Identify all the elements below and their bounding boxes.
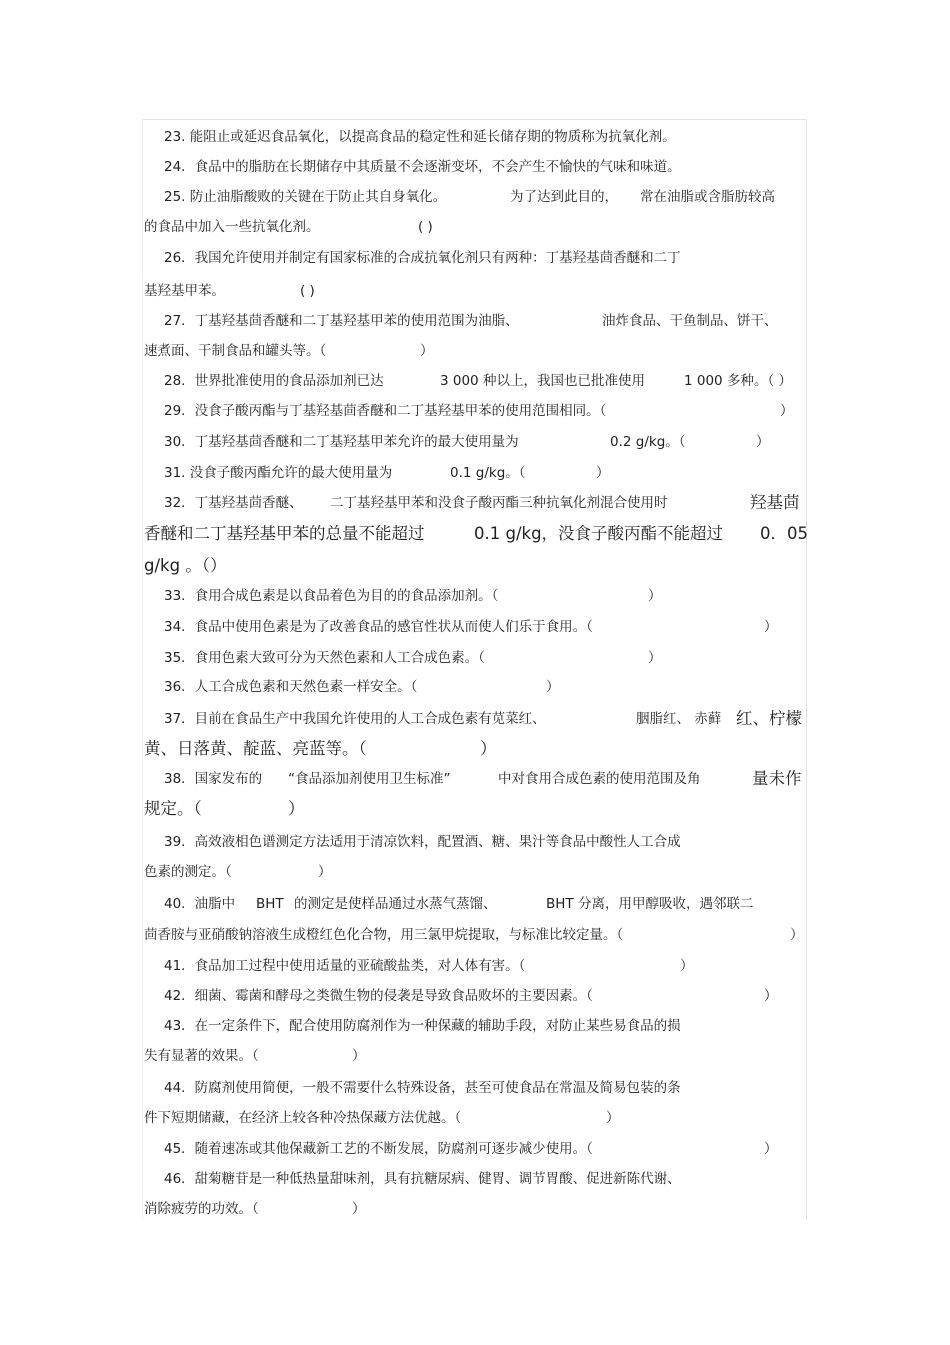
question-text: 1 000 多种。（ ） xyxy=(684,373,792,389)
question-text: 23. 能阻止或延迟食品氧化，以提高食品的稳定性和延长储存期的物质称为抗氧化剂。 xyxy=(164,129,676,145)
question-44 xyxy=(144,1079,808,1097)
question-text: 基羟基甲苯。 xyxy=(144,283,225,299)
question-text: 44．防腐剂使用简便，一般不需要什么特殊设备，甚至可使食品在常温及简易包装的条 xyxy=(164,1080,681,1096)
question-23 xyxy=(144,128,808,146)
question-text: 26．我国允许使用并制定有国家标准的合成抗氧化剂只有两种：丁基羟基茴香醚和二丁 xyxy=(164,250,681,266)
answer-blank: ( ) xyxy=(418,219,433,235)
question-text: 45．随着速冻或其他保藏新工艺的不断发展，防腐剂可逐步减少使用。（ xyxy=(164,1141,593,1157)
answer-blank-close: ） xyxy=(480,739,497,758)
question-text: 41．食品加工过程中使用适量的亚硫酸盐类，对人体有害。（ xyxy=(164,958,526,974)
question-text: 46．甜菊糖苷是一种低热量甜味剂，具有抗糖尿病、健胃、调节胃酸、促进新陈代谢、 xyxy=(164,1171,681,1187)
question-text: 0.2 g/kg。（ xyxy=(610,434,686,450)
question-text: 39．高效液相色谱测定方法适用于清凉饮料，配置酒、糖、果汁等食品中酸性人工合成 xyxy=(164,834,681,850)
question-text: 33．食用合成色素是以食品着色为目的的食品添加剂。（ xyxy=(164,588,499,604)
question-46 xyxy=(144,1170,808,1188)
question-text: “食品添加剂使用卫生标准” xyxy=(288,771,451,787)
question-text: 胭脂红、 赤藓 xyxy=(636,711,722,727)
answer-blank-close: ） xyxy=(648,650,662,666)
answer-blank-close: ） xyxy=(352,1048,366,1064)
question-text: 0.1 g/kg，没食子酸丙酯不能超过 xyxy=(474,524,724,543)
answer-blank-close: ） xyxy=(764,988,778,1004)
question-text: 量未作 xyxy=(752,769,802,788)
question-text: 43．在一定条件下，配合使用防腐剂作为一种保藏的辅助手段，对防止某些易食品的损 xyxy=(164,1018,681,1034)
question-text: 40．油脂中 xyxy=(164,896,236,912)
question-text: 香醚和二丁基羟基甲苯的总量不能超过 xyxy=(144,524,425,543)
question-text: 34．食品中使用色素是为了改善食品的感官性状从而使人们乐于食用。（ xyxy=(164,619,593,635)
question-text: 的测定是使样品通过水蒸气蒸馏、 xyxy=(294,896,497,912)
question-text: 25. 防止油脂酸败的关键在于防止其自身氧化。 xyxy=(164,189,447,205)
question-text: 中对食用合成色素的使用范围及角 xyxy=(498,771,701,787)
question-text: 29．没食子酸丙酯与丁基羟基茴香醚和二丁基羟基甲苯的使用范围相同。（ xyxy=(164,403,607,419)
question-text: 常在油脂或含脂肪较高 xyxy=(640,189,775,205)
question-text: 油炸食品、干鱼制品、饼干、 xyxy=(602,313,778,329)
question-text: 37．目前在食品生产中我国允许使用的人工合成色素有苋菜红、 xyxy=(164,711,546,727)
question-39 xyxy=(144,833,808,851)
question-text: 色素的测定。（ xyxy=(144,864,232,880)
question-text: 3 000 种以上，我国也已批准使用 xyxy=(440,373,645,389)
answer-blank-close: ） xyxy=(288,799,305,818)
question-text: 36．人工合成色素和天然色素一样安全。（ xyxy=(164,679,418,695)
answer-blank-close: ） xyxy=(648,588,662,604)
question-text: 0.1 g/kg。（ xyxy=(450,465,526,481)
answer-blank-close: ） xyxy=(596,465,610,481)
answer-blank: ( ) xyxy=(300,283,315,299)
question-text: 32．丁基羟基茴香醚、 xyxy=(164,495,303,511)
answer-blank-close: ） xyxy=(352,1201,366,1217)
answer-blank-close: ） xyxy=(764,1141,778,1157)
question-43 xyxy=(144,1017,808,1035)
answer-blank-close: ） xyxy=(680,958,694,974)
page-left-rule xyxy=(142,120,143,1220)
question-text: 35．食用色素大致可分为天然色素和人工合成色素。（ xyxy=(164,650,485,666)
question-text: 0．05 xyxy=(760,524,808,543)
answer-blank-close: ） xyxy=(546,679,560,695)
question-text: 羟基茴 xyxy=(750,493,800,512)
question-text: 27．丁基羟基茴香醚和二丁基羟基甲苯的使用范围为油脂、 xyxy=(164,313,519,329)
question-text: BHT 分离，用甲醇吸收，遇邻联二 xyxy=(546,896,754,912)
question-text: 茴香胺与亚硝酸钠溶液生成橙红色化合物，用三氯甲烷提取，与标准比较定量。（ xyxy=(144,927,624,943)
question-text: 28．世界批准使用的食品添加剂已达 xyxy=(164,373,384,389)
question-26 xyxy=(144,249,808,267)
answer-blank-close: ） xyxy=(420,343,434,359)
question-text: 红、柠檬 xyxy=(736,709,802,728)
question-text: 黄、日落黄、靛蓝、亮蓝等。（ xyxy=(144,739,367,758)
question-24 xyxy=(144,158,808,176)
answer-blank-close: ） xyxy=(764,619,778,635)
question-text: 速煮面、干制食品和罐头等。（ xyxy=(144,343,327,359)
question-text: g/kg 。（） xyxy=(144,556,227,575)
question-text: 38．国家发布的 xyxy=(164,771,263,787)
question-text: 件下短期储藏，在经济上较各种冷热保藏方法优越。（ xyxy=(144,1110,462,1126)
question-text: 二丁基羟基甲苯和没食子酸丙酯三种抗氧化剂混合使用时 xyxy=(330,495,668,511)
answer-blank-close: ） xyxy=(318,864,332,880)
question-text: 42．细菌、霉菌和酵母之类微生物的侵袭是导致食品败坏的主要因素。（ xyxy=(164,988,593,1004)
question-text: 31. 没食子酸丙酯允许的最大使用量为 xyxy=(164,465,393,481)
question-text: 消除疲劳的功效。（ xyxy=(144,1201,259,1217)
question-text: 规定。（ xyxy=(144,799,202,818)
question-text: 为了达到此目的， xyxy=(510,189,618,205)
question-text: 的食品中加入一些抗氧化剂。 xyxy=(144,219,320,235)
answer-blank-close: ） xyxy=(756,434,770,450)
question-text: 24．食品中的脂肪在长期储存中其质量不会逐渐变坏，不会产生不愉快的气味和味道。 xyxy=(164,159,681,175)
answer-blank-close: ） xyxy=(606,1110,620,1126)
question-text: 30．丁基羟基茴香醚和二丁基羟基甲苯允许的最大使用量为 xyxy=(164,434,519,450)
answer-blank-close: ） xyxy=(790,927,804,943)
answer-blank-close: ） xyxy=(780,403,794,419)
question-text: 失有显著的效果。（ xyxy=(144,1048,259,1064)
question-text: BHT xyxy=(256,896,284,912)
